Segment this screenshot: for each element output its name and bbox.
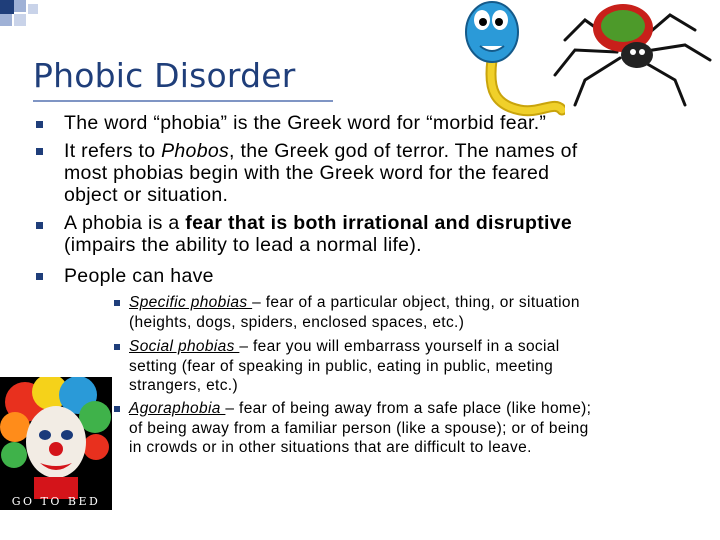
title-underline [33,100,333,102]
spider-cartoon-icon [545,0,715,110]
bullet-4-line: People can have [64,265,214,287]
bullet-1-text [64,112,546,134]
bullet-3-line-1: A phobia is a fear that is both irrational and disruptive [64,212,573,234]
bullet-2-text [64,140,577,206]
sub-bullet-3-line-3: in crowds or in other situations that are difficult to leave. [129,439,532,456]
bullet-marker [36,121,43,128]
sub-bullet-marker [114,300,120,306]
sub-bullet-1-text [129,293,580,332]
sub-bullet-1-line-2: (heights, dogs, spiders, enclosed spaces, etc.) [129,313,465,331]
sub-bullet-3-line-2: of being away from a familiar person (like a spouse); or of being [129,419,589,437]
bullet-marker [36,148,43,155]
sub-bullet-2-text [129,337,560,396]
bullet-2-line-2: most phobias begin with the Greek word for the feared [64,162,550,184]
corner-decoration [0,0,60,60]
bullet-marker [36,222,43,229]
bullet-4-text [64,265,214,287]
sub-bullet-2-line-2: setting (fear of speaking in public, eating in public, meeting [129,357,554,375]
sub-bullet-2-line-1: Social phobias – fear you will embarrass yourself in a social [129,338,560,355]
bullet-2-line-1: It refers to Phobos, the Greek god of terror. The names of [64,140,578,162]
bullet-marker [36,273,43,280]
sub-bullet-1-line-1: Specific phobias – fear of a particular object, thing, or situation [129,294,580,311]
clown-photo [0,377,112,510]
sub-bullet-3-text [129,399,591,458]
clown-caption: GO TO BED [11,495,101,508]
bullet-1-line: The word “phobia” is the Greek word for “morbid fear.” [64,112,547,134]
sub-bullet-2-line-3: strangers, etc.) [129,377,238,394]
bullet-3-line-2: (impairs the ability to lead a normal life). [64,234,422,256]
slide-title: Phobic Disorder [33,56,296,95]
bullet-2-line-3: object or situation. [64,184,229,206]
bullet-3-text [64,212,572,256]
sub-bullet-3-line-1: Agoraphobia – fear of being away from a safe place (like home); [129,400,592,417]
sub-bullet-marker [114,406,120,412]
sub-bullet-marker [114,344,120,350]
